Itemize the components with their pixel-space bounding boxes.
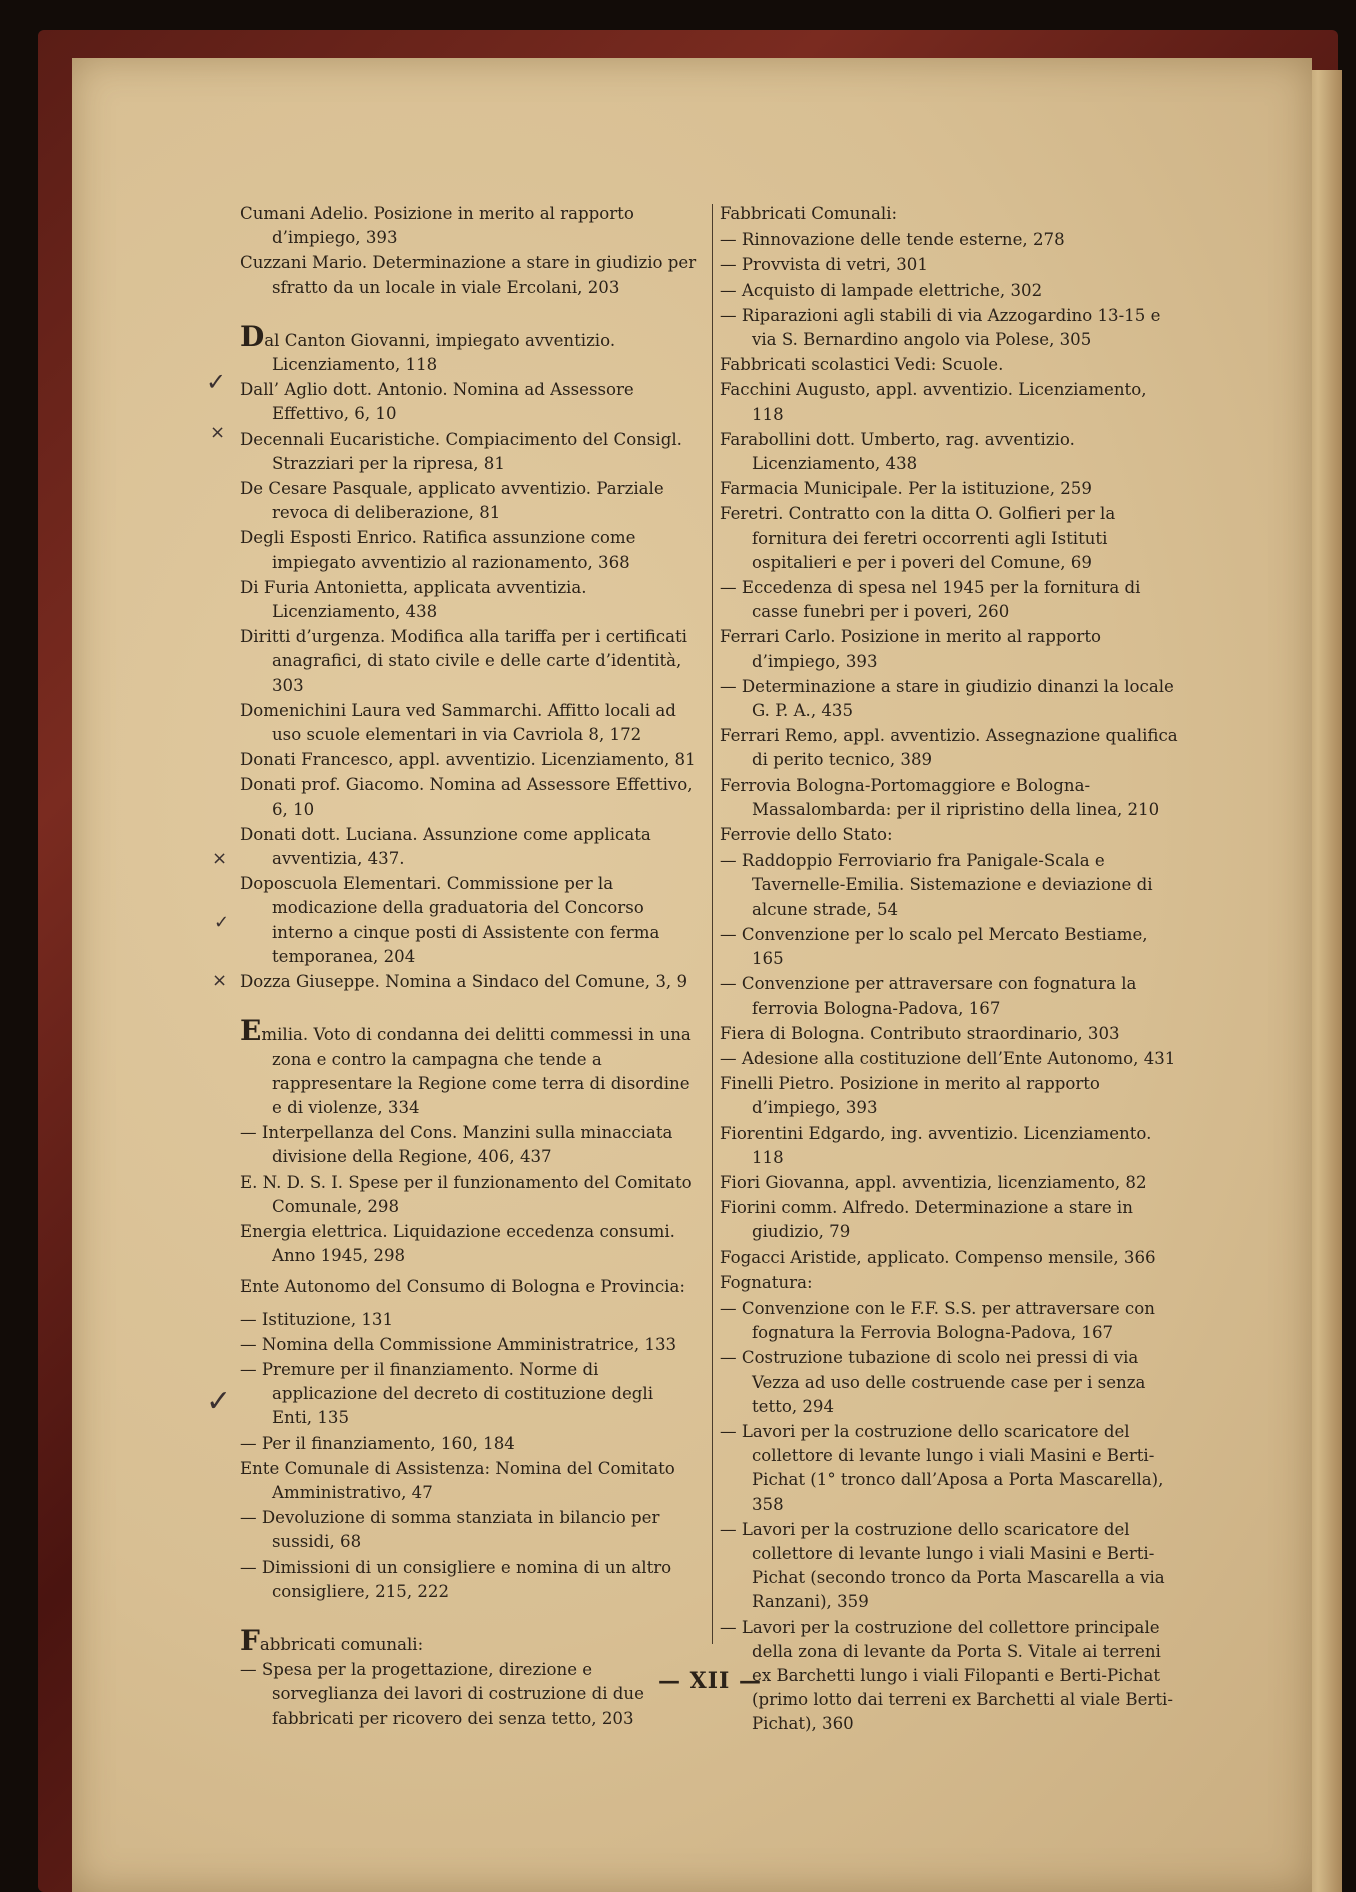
index-heading: Ente Autonomo del Consumo di Bologna e Provincia: [240,1277,685,1297]
index-entry: Di Furia Antonietta, applicata avventizia. Licenziamento, 438 [240,577,587,622]
pencil-check-mark: ✓ [206,1384,232,1419]
index-entry: Fabbricati comunali: [240,1623,424,1657]
index-entry: Finelli Pietro. Posizione in merito al rapporto d’impiego, 393 [720,1074,1100,1118]
index-subentry: — Provvista di vetri, 301 [720,255,928,275]
index-entry: Diritti d’urgenza. Modifica alla tariffa per i certificati anagrafici, di stato civile e delle carte d’identità, 303 [240,627,687,695]
column-divider [712,204,713,1644]
index-subentry: — Convenzione con le F.F. S.S. per attraversare con fognatura la Ferrovia Bologna-Padova, 167 [720,1298,1155,1343]
pencil-check-mark: ✓ [206,368,227,396]
index-subentry: — Riparazioni agli stabili di via Azzogardino 13-15 e via S. Bernardino angolo via Polese, 305 [720,305,1161,350]
index-entry: Emilia. Voto di condanna dei delitti commessi in una zona e contro la campagna che tende a rappresentare la Regione come terra di disordine e di violenze, 334 [240,1014,691,1117]
index-entry: Domenichini Laura ved Sammarchi. Affitto locali ad uso scuole elementari in via Cavriola 8, 172 [240,700,676,745]
index-subentry: — Raddoppio Ferroviario fra Panigale-Scala e Tavernelle-Emilia. Sistemazione e deviazione di alcune strade, 54 [720,851,1153,919]
index-heading: Ferrovie dello Stato: [720,825,893,845]
index-entry: Feretri. Contratto con la ditta O. Golfieri per la fornitura dei feretri occorrenti agli Istituti ospitalieri e per i poveri del Comune, 69 [720,504,1116,572]
index-entry: Fiera di Bologna. Contributo straordinario, 303 [720,1023,1120,1043]
index-entry: Ente Comunale di Assistenza: Nomina del Comitato Amministrativo, 47 [240,1458,675,1502]
index-entry: E. N. D. S. I. Spese per il funzionamento del Comitato Comunale, 298 [240,1172,692,1216]
index-subentry: — Per il finanziamento, 160, 184 [240,1433,515,1453]
index-subentry: — Rinnovazione delle tende esterne, 278 [720,230,1065,250]
index-entry: Doposcuola Elementari. Commissione per la modicazione della graduatoria del Concorso interno a cinque posti di Assistente con ferma temporanea, 204 [240,874,660,966]
index-entry: Dall’ Aglio dott. Antonio. Nomina ad Assessore Effettivo, 6, 10 [240,380,634,424]
index-subentry: — Lavori per la costruzione dello scaricatore del collettore di levante lungo i viali Masini e Berti-Pichat (1° tronco dall’Aposa a Porta Mascarella), 358 [720,1421,1164,1514]
index-entry: Donati prof. Giacomo. Nomina ad Assessore Effettivo, 6, 10 [240,775,693,819]
index-entry: Energia elettrica. Liquidazione eccedenza consumi. Anno 1945, 298 [240,1221,675,1266]
pencil-x-mark: × [210,422,226,443]
index-subentry: — Acquisto di lampade elettriche, 302 [720,280,1043,300]
index-entry: Cuzzani Mario. Determinazione a stare in giudizio per sfratto da un locale in viale Ercolani, 203 [240,253,697,297]
index-entry: Farmacia Municipale. Per la istituzione, 259 [720,479,1092,499]
index-entry: Farabollini dott. Umberto, rag. avventizio. Licenziamento, 438 [720,429,1075,474]
index-entry: Dal Canton Giovanni, impiegato avventizio. Licenziamento, 118 [240,319,616,375]
pencil-check-mark: ✓ [214,912,230,933]
index-subentry: — Convenzione per attraversare con fognatura la ferrovia Bologna-Padova, 167 [720,974,1137,1018]
index-subentry: — Nomina della Commissione Amministratrice, 133 [240,1334,677,1354]
index-entry: Dozza Giuseppe. Nomina a Sindaco del Comune, 3, 9 [240,972,688,992]
pencil-x-mark: × [212,970,228,991]
index-subentry: — Convenzione per lo scalo pel Mercato Bestiame, 165 [720,924,1148,969]
index-entry: Fogacci Aristide, applicato. Compenso mensile, 366 [720,1247,1156,1267]
index-entry: Fiorentini Edgardo, ing. avventizio. Licenziamento. 118 [720,1123,1152,1167]
page-number: — XII — [658,1668,762,1694]
index-heading: Fognatura: [720,1272,813,1292]
index-heading: Fabbricati Comunali: [720,204,898,223]
index-entry: Ferrari Carlo. Posizione in merito al rapporto d’impiego, 393 [720,627,1102,671]
index-entry: Ferrari Remo, appl. avventizio. Assegnazione qualifica di perito tecnico, 389 [720,726,1178,770]
index-entry: De Cesare Pasquale, applicato avventizio. Parziale revoca di deliberazione, 81 [240,479,664,523]
index-subentry: — Costruzione tubazione di scolo nei pressi di via Vezza ad uso delle costruende case per i senza tetto, 294 [720,1348,1146,1416]
index-entry: — Adesione alla costituzione dell’Ente Autonomo, 431 [720,1048,1176,1068]
index-entry: Degli Esposti Enrico. Ratifica assunzione come impiegato avventizio al razionamento, 368 [240,528,636,572]
index-subentry: — Lavori per la costruzione del collettore principale della zona di levante da Porta S. Vitale ai terreni ex Barchetti lungo i viali Filopanti e Berti-Pichat (primo lotto dai terreni ex Barchetti al viale Berti-Pichat), 360 [720,1617,1173,1734]
index-entry: Donati Francesco, appl. avventizio. Licenziamento, 81 [240,750,696,770]
index-entry: Fabbricati scolastici Vedi: Scuole. [720,355,1004,375]
index-entry: Fiori Giovanna, appl. avventizia, licenziamento, 82 [720,1172,1147,1192]
index-subentry: — Spesa per la progettazione, direzione e sorveglianza dei lavori di costruzione di due fabbricati per ricovero dei senza tetto, 203 [240,1660,644,1728]
index-subentry: — Lavori per la costruzione dello scaricatore del collettore di levante lungo i viali Masini e Berti-Pichat (secondo tronco da Porta Mascarella a via Ranzani), 359 [720,1519,1165,1612]
pencil-x-mark: × [212,848,228,869]
index-entry: Fiorini comm. Alfredo. Determinazione a stare in giudizio, 79 [720,1198,1133,1242]
index-entry: Cumani Adelio. Posizione in merito al rapporto d’impiego, 393 [240,204,634,248]
index-subentry: — Devoluzione di somma stanziata in bilancio per sussidi, 68 [240,1508,660,1552]
index-entry: Donati dott. Luciana. Assunzione come applicata avventizia, 437. [240,824,651,869]
index-entry: — Eccedenza di spesa nel 1945 per la fornitura di casse funebri per i poveri, 260 [720,578,1141,622]
index-entry: — Interpellanza del Cons. Manzini sulla minacciata divisione della Regione, 406, 437 [240,1123,673,1167]
right-column [720,202,1178,1738]
index-subentry: — Istituzione, 131 [240,1309,394,1329]
index-entry: — Determinazione a stare in giudizio dinanzi la locale G. P. A., 435 [720,676,1174,721]
index-entry: Ferrovia Bologna-Portomaggiore e Bologna-Massalombarda: per il ripristino della linea, 210 [720,775,1160,819]
left-column [240,202,698,1732]
index-subentry: — Dimissioni di un consigliere e nomina di un altro consigliere, 215, 222 [240,1557,672,1601]
index-entry: Facchini Augusto, appl. avventizio. Licenziamento, 118 [720,380,1147,424]
index-entry: Decennali Eucaristiche. Compiacimento del Consigl. Strazziari per la ripresa, 81 [240,429,682,473]
index-subentry: — Premure per il finanziamento. Norme di applicazione del decreto di costituzione degli Enti, 135 [240,1359,654,1428]
